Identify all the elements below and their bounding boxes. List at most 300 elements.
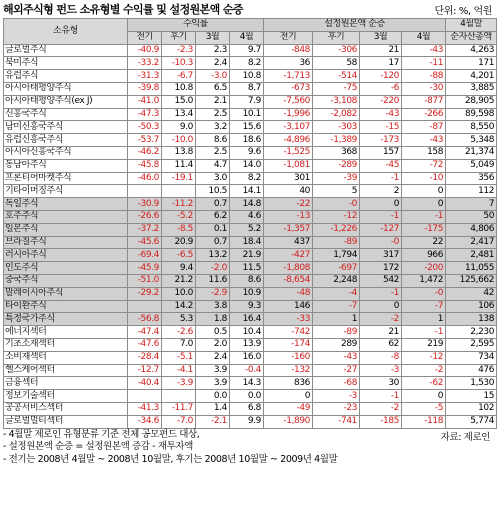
return-cell: -11.2 (162, 198, 196, 211)
net-assets-cell: 102 (446, 402, 497, 415)
flow-cell: -23 (313, 402, 360, 415)
header-flow-col: 4월 (402, 31, 446, 44)
flow-cell: 0 (402, 198, 446, 211)
return-cell: 21.9 (230, 249, 264, 262)
return-cell: -28.4 (128, 351, 162, 364)
return-cell: -3.0 (196, 70, 230, 83)
return-cell: -26.6 (128, 210, 162, 223)
return-cell: 9.4 (162, 262, 196, 275)
return-cell: 14.1 (230, 185, 264, 198)
table-row (4, 223, 497, 236)
return-cell: 1.8 (196, 313, 230, 326)
return-cell: -50.3 (128, 121, 162, 134)
flow-cell: 1,794 (313, 249, 360, 262)
flow-cell: -2 (402, 364, 446, 377)
header-flow-col: 3월 (360, 31, 402, 44)
return-cell: 8.2 (230, 172, 264, 185)
return-cell: 2.1 (196, 95, 230, 108)
flow-cell: 2,248 (313, 274, 360, 287)
flow-cell: 289 (313, 338, 360, 351)
return-cell: 0.7 (196, 198, 230, 211)
flow-cell: -127 (360, 223, 402, 236)
flow-cell: 0 (402, 390, 446, 403)
flow-cell: 219 (402, 338, 446, 351)
return-cell: -19.1 (162, 172, 196, 185)
row-name-cell: 일본주식 (4, 223, 128, 236)
flow-cell: 368 (313, 146, 360, 159)
net-assets-cell: 112 (446, 185, 497, 198)
return-cell: 10.8 (230, 70, 264, 83)
row-name-cell: 브라질주식 (4, 236, 128, 249)
net-assets-cell: 89,598 (446, 108, 497, 121)
net-assets-cell: 4,806 (446, 223, 497, 236)
flow-cell: 2 (360, 185, 402, 198)
table-row (4, 415, 497, 428)
return-cell: -2.0 (196, 262, 230, 275)
net-assets-cell: 171 (446, 57, 497, 70)
flow-cell: -306 (313, 44, 360, 57)
flow-cell: -89 (313, 236, 360, 249)
row-name-cell: 에너지섹터 (4, 326, 128, 339)
net-assets-cell: 21,374 (446, 146, 497, 159)
fund-table (3, 18, 497, 429)
flow-cell: 40 (264, 185, 313, 198)
return-cell: 0.1 (196, 223, 230, 236)
row-name-cell: 아시아신흥국주식 (4, 146, 128, 159)
row-name-cell: 독일주식 (4, 198, 128, 211)
table-row (4, 108, 497, 121)
table-row (4, 44, 497, 57)
flow-cell: -8,654 (264, 274, 313, 287)
table-row (4, 172, 497, 185)
return-cell: 3.9 (196, 364, 230, 377)
return-cell: -0.4 (230, 364, 264, 377)
flow-cell: 22 (402, 236, 446, 249)
return-cell: 2.4 (196, 351, 230, 364)
flow-cell: -514 (313, 70, 360, 83)
return-cell: -2.6 (162, 326, 196, 339)
flow-cell: -30 (402, 82, 446, 95)
net-assets-cell: 4,263 (446, 44, 497, 57)
unit-label: 단위: %, 억원 (434, 6, 492, 17)
return-cell: 13.8 (162, 146, 196, 159)
flow-cell: 0 (360, 300, 402, 313)
return-cell: -47.3 (128, 108, 162, 121)
return-cell: 6.8 (230, 402, 264, 415)
return-cell: 2.3 (196, 44, 230, 57)
net-assets-cell: 1,530 (446, 377, 497, 390)
flow-cell: -4,896 (264, 134, 313, 147)
footnote-line: - 설정원본액 순증 = 설정원본액 증감 - 재투자액 (3, 441, 193, 452)
net-assets-cell: 2,595 (446, 338, 497, 351)
flow-cell: -87 (402, 121, 446, 134)
flow-cell: -72 (402, 159, 446, 172)
net-assets-cell: 125,662 (446, 274, 497, 287)
flow-cell: -877 (402, 95, 446, 108)
row-name-cell: 소비재섹터 (4, 351, 128, 364)
table-row (4, 70, 497, 83)
flow-cell: 301 (264, 172, 313, 185)
return-cell: 2.5 (196, 108, 230, 121)
return-cell: 2.5 (196, 146, 230, 159)
return-cell: -37.2 (128, 223, 162, 236)
return-cell: -4.1 (162, 364, 196, 377)
table-row (4, 338, 497, 351)
return-cell (128, 185, 162, 198)
return-cell: -47.6 (128, 338, 162, 351)
row-name-cell: 호주주식 (4, 210, 128, 223)
row-name-cell: 공공서비스섹터 (4, 402, 128, 415)
return-cell: -40.4 (128, 377, 162, 390)
return-cell: 14.8 (230, 198, 264, 211)
return-cell: 8.2 (230, 57, 264, 70)
flow-cell: -7 (402, 300, 446, 313)
flow-cell: -742 (264, 326, 313, 339)
row-name-cell: 정보기술섹터 (4, 390, 128, 403)
return-cell: -46.0 (128, 172, 162, 185)
table-row (4, 249, 497, 262)
return-cell: -51.0 (128, 274, 162, 287)
return-cell: 16.0 (230, 351, 264, 364)
net-assets-cell: 50 (446, 210, 497, 223)
flow-cell: -3,107 (264, 121, 313, 134)
return-cell: -69.4 (128, 249, 162, 262)
return-cell: 0.0 (230, 390, 264, 403)
row-name-cell: 프론티어마켓주식 (4, 172, 128, 185)
header-return-col: 4월 (230, 31, 264, 44)
table-row (4, 364, 497, 377)
table-row (4, 210, 497, 223)
flow-cell: -160 (264, 351, 313, 364)
row-name-cell: 중국주식 (4, 274, 128, 287)
return-cell: -47.4 (128, 326, 162, 339)
return-cell: 13.9 (230, 338, 264, 351)
row-name-cell: 유럽주식 (4, 70, 128, 83)
flow-cell: 36 (264, 57, 313, 70)
return-cell: 16.4 (230, 313, 264, 326)
net-assets-cell: 4,201 (446, 70, 497, 83)
return-cell: 10.5 (196, 185, 230, 198)
table-row (4, 351, 497, 364)
table-row (4, 185, 497, 198)
flow-cell: -5 (402, 402, 446, 415)
return-cell: 6.2 (196, 210, 230, 223)
header-return-col: 전기 (128, 31, 162, 44)
flow-cell: -741 (313, 415, 360, 428)
flow-cell: -43 (360, 108, 402, 121)
flow-cell: -3 (360, 364, 402, 377)
flow-cell: -1 (402, 326, 446, 339)
return-cell: -5.1 (162, 351, 196, 364)
return-cell: -45.9 (128, 262, 162, 275)
return-cell: 7.0 (162, 338, 196, 351)
return-cell: 10.4 (230, 326, 264, 339)
return-cell (162, 390, 196, 403)
return-cell: 11.5 (230, 262, 264, 275)
flow-cell: 0 (402, 185, 446, 198)
table-row (4, 134, 497, 147)
flow-cell: -120 (360, 70, 402, 83)
flow-cell: -132 (264, 364, 313, 377)
return-cell: -30.9 (128, 198, 162, 211)
flow-cell: -11 (402, 57, 446, 70)
flow-cell: 21 (360, 44, 402, 57)
return-cell: 14.0 (230, 159, 264, 172)
return-cell: 10.0 (162, 287, 196, 300)
row-name-cell: 글로벌멀티섹터 (4, 415, 128, 428)
flow-cell: -303 (313, 121, 360, 134)
row-name-cell: 특정국가주식 (4, 313, 128, 326)
footnotes (3, 429, 496, 467)
flow-cell: -1,389 (313, 134, 360, 147)
flow-cell: -2 (360, 313, 402, 326)
flow-cell: -43 (402, 44, 446, 57)
row-name-cell: 기초소재섹터 (4, 338, 128, 351)
flow-cell: 30 (360, 377, 402, 390)
table-row (4, 287, 497, 300)
row-name-cell: 금융섹터 (4, 377, 128, 390)
net-assets-cell: 476 (446, 364, 497, 377)
return-cell: -40.9 (128, 44, 162, 57)
flow-cell: -2 (360, 402, 402, 415)
return-cell: -11.7 (162, 402, 196, 415)
return-cell: -41.3 (128, 402, 162, 415)
return-cell: -53.7 (128, 134, 162, 147)
row-name-cell: 글로벌주식 (4, 44, 128, 57)
flow-cell: 172 (360, 262, 402, 275)
row-name-cell: 아시아태평양주식 (4, 82, 128, 95)
header-return-col: 3월 (196, 31, 230, 44)
return-cell: 9.7 (230, 44, 264, 57)
flow-cell: -1,808 (264, 262, 313, 275)
footnote-line: - 전기는 2008년 4월말 ~ 2008년 10월말, 후기는 2008년 10월말 ~ 2009년 4월말 (3, 453, 338, 465)
flow-cell: -45 (360, 159, 402, 172)
flow-cell: 5 (313, 185, 360, 198)
flow-cell: -62 (402, 377, 446, 390)
return-cell: -10.0 (162, 134, 196, 147)
return-cell: 2.4 (196, 57, 230, 70)
flow-cell: 62 (360, 338, 402, 351)
flow-cell: -1,525 (264, 146, 313, 159)
table-row (4, 313, 497, 326)
table-title: 해외주식형 펀드 소유형별 수익률 및 설정원본액 순증 (3, 3, 243, 16)
flow-cell: -15 (360, 121, 402, 134)
flow-cell: -39 (313, 172, 360, 185)
return-cell: 15.6 (230, 121, 264, 134)
flow-cell: 317 (360, 249, 402, 262)
row-name-cell: 동남아주식 (4, 159, 128, 172)
flow-cell: -22 (264, 198, 313, 211)
return-cell: 21.2 (162, 274, 196, 287)
return-cell: -56.8 (128, 313, 162, 326)
return-cell: -41.0 (128, 95, 162, 108)
net-assets-cell: 2,481 (446, 249, 497, 262)
table-row (4, 300, 497, 313)
return-cell: 0.0 (196, 390, 230, 403)
return-cell: 20.9 (162, 236, 196, 249)
net-assets-cell: 3,885 (446, 82, 497, 95)
net-assets-cell: 2,230 (446, 326, 497, 339)
flow-cell: -33 (264, 313, 313, 326)
table-row (4, 377, 497, 390)
flow-cell: 542 (360, 274, 402, 287)
header-category: 소유형 (4, 19, 128, 45)
header-net-assets: 순자산총액 (446, 31, 497, 44)
return-cell: 4.7 (196, 159, 230, 172)
table-row (4, 326, 497, 339)
net-assets-cell: 42 (446, 287, 497, 300)
flow-cell: -1,996 (264, 108, 313, 121)
return-cell: 7.9 (230, 95, 264, 108)
return-cell: 10.1 (230, 108, 264, 121)
return-cell: -31.3 (128, 70, 162, 83)
table-row (4, 274, 497, 287)
flow-cell: 1 (402, 313, 446, 326)
return-cell: 0.5 (196, 326, 230, 339)
row-name-cell: 유럽신흥국주식 (4, 134, 128, 147)
net-assets-cell: 8,550 (446, 121, 497, 134)
table-body (4, 44, 497, 428)
row-name-cell: 말레이시아주식 (4, 287, 128, 300)
flow-cell: -68 (313, 377, 360, 390)
net-assets-cell: 15 (446, 390, 497, 403)
flow-cell: 21 (360, 326, 402, 339)
return-cell (128, 390, 162, 403)
flow-cell: -75 (313, 82, 360, 95)
flow-cell: -2,082 (313, 108, 360, 121)
flow-cell: 1 (313, 313, 360, 326)
flow-cell: -1 (402, 210, 446, 223)
return-cell: -10.3 (162, 57, 196, 70)
flow-cell: -48 (264, 287, 313, 300)
net-assets-cell: 138 (446, 313, 497, 326)
return-cell: 11.6 (196, 274, 230, 287)
flow-cell: -1 (360, 390, 402, 403)
header-april-end: 4월말 (446, 19, 497, 32)
flow-cell: -174 (264, 338, 313, 351)
return-cell: 13.4 (162, 108, 196, 121)
flow-cell: -6 (360, 82, 402, 95)
flow-cell: -1 (360, 172, 402, 185)
flow-cell: -1,713 (264, 70, 313, 83)
table-row (4, 402, 497, 415)
flow-cell: -89 (313, 326, 360, 339)
return-cell: 9.6 (230, 146, 264, 159)
flow-cell: -175 (402, 223, 446, 236)
return-cell: 10.8 (162, 82, 196, 95)
table-row (4, 82, 497, 95)
return-cell: -12.7 (128, 364, 162, 377)
header-flow-col: 후기 (313, 31, 360, 44)
table-row (4, 121, 497, 134)
flow-cell: -1,226 (313, 223, 360, 236)
return-cell: -2.1 (196, 415, 230, 428)
flow-cell: -88 (402, 70, 446, 83)
net-assets-cell: 5,348 (446, 134, 497, 147)
flow-cell: -848 (264, 44, 313, 57)
header-flow-group: 설정원본액 순증 (264, 19, 446, 32)
flow-cell: -43 (313, 351, 360, 364)
net-assets-cell: 2,417 (446, 236, 497, 249)
footnote-line: - 4월말 제로인 유형분류 기준 전체 공모펀드 대상, (3, 428, 200, 440)
table-row (4, 262, 497, 275)
flow-cell: -185 (360, 415, 402, 428)
net-assets-cell: 7 (446, 198, 497, 211)
return-cell: 6.5 (196, 82, 230, 95)
flow-cell: 58 (313, 57, 360, 70)
table-row (4, 57, 497, 70)
row-name-cell: 아시아태평양주식(ex J) (4, 95, 128, 108)
flow-cell: -1,890 (264, 415, 313, 428)
flow-cell: -12 (313, 210, 360, 223)
return-cell: -45.8 (128, 159, 162, 172)
flow-cell: 17 (360, 57, 402, 70)
flow-cell: 0 (360, 198, 402, 211)
row-name-cell: 북미주식 (4, 57, 128, 70)
flow-cell: -49 (264, 402, 313, 415)
flow-cell: 966 (402, 249, 446, 262)
flow-cell: -1,081 (264, 159, 313, 172)
return-cell: -6.5 (162, 249, 196, 262)
return-cell: -33.2 (128, 57, 162, 70)
table-row (4, 159, 497, 172)
row-name-cell: 신흥국주식 (4, 108, 128, 121)
flow-cell: -118 (402, 415, 446, 428)
row-name-cell: 남미신흥국주식 (4, 121, 128, 134)
flow-cell: -0 (360, 236, 402, 249)
table-row (4, 236, 497, 249)
return-cell: -45.6 (128, 236, 162, 249)
return-cell: -2.9 (196, 287, 230, 300)
flow-cell: 1,472 (402, 274, 446, 287)
return-cell (162, 185, 196, 198)
return-cell: -6.7 (162, 70, 196, 83)
flow-cell: -3,108 (313, 95, 360, 108)
table-row (4, 95, 497, 108)
flow-cell: -7 (313, 300, 360, 313)
flow-cell: 836 (264, 377, 313, 390)
flow-cell: -173 (360, 134, 402, 147)
flow-cell: 437 (264, 236, 313, 249)
flow-cell: -1,357 (264, 223, 313, 236)
header-return-group: 수익률 (128, 19, 264, 32)
return-cell: 9.3 (230, 300, 264, 313)
return-cell: 9.0 (162, 121, 196, 134)
return-cell: 3.0 (196, 172, 230, 185)
table-row (4, 146, 497, 159)
flow-cell: 146 (264, 300, 313, 313)
flow-cell: -13 (264, 210, 313, 223)
net-assets-cell: 11,055 (446, 262, 497, 275)
flow-cell: -7,560 (264, 95, 313, 108)
flow-cell: -1 (360, 210, 402, 223)
return-cell: 18.4 (230, 236, 264, 249)
return-cell: 5.3 (162, 313, 196, 326)
flow-cell: -673 (264, 82, 313, 95)
flow-cell: -4 (313, 287, 360, 300)
flow-cell: -0 (402, 287, 446, 300)
header-flow-col: 전기 (264, 31, 313, 44)
title-bar (0, 0, 498, 18)
flow-cell: -220 (360, 95, 402, 108)
net-assets-cell: 106 (446, 300, 497, 313)
flow-cell: 157 (360, 146, 402, 159)
return-cell: 18.6 (230, 134, 264, 147)
return-cell: 8.6 (230, 274, 264, 287)
return-cell (128, 300, 162, 313)
return-cell: 2.0 (196, 338, 230, 351)
return-cell: -7.0 (162, 415, 196, 428)
